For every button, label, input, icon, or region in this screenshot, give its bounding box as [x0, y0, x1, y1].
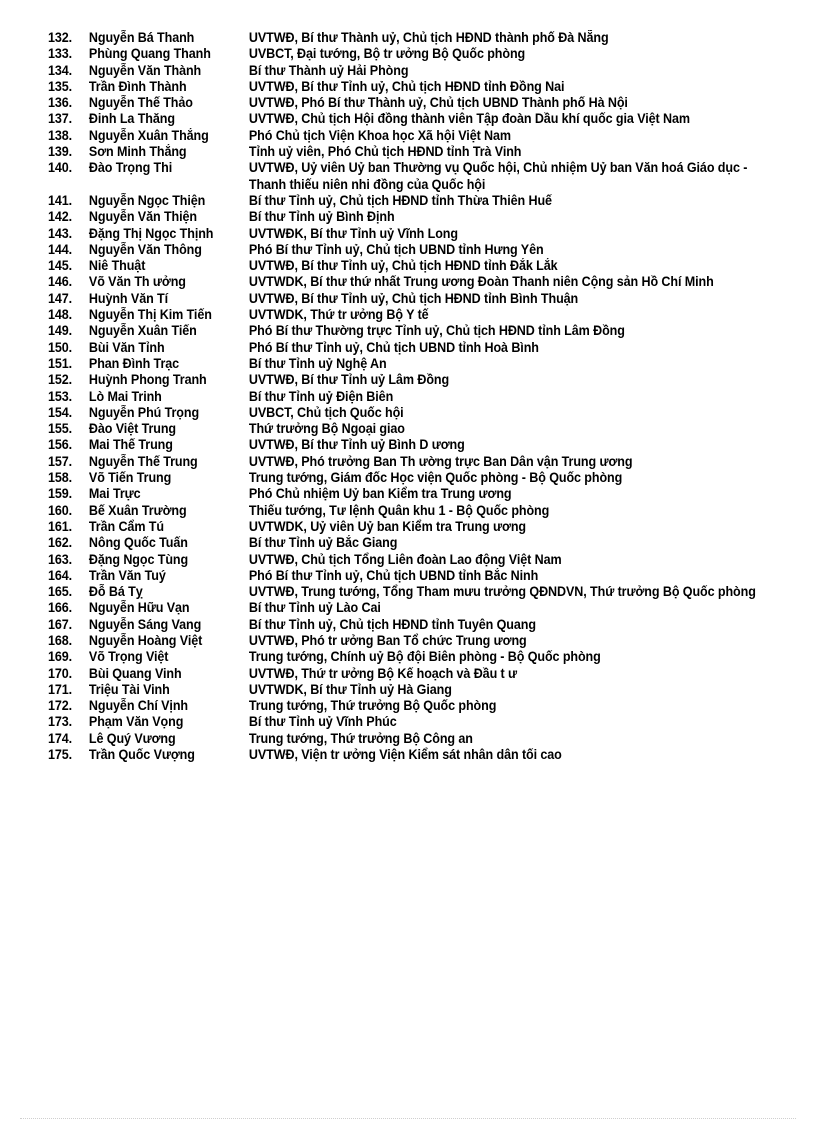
member-row — [48, 633, 787, 649]
member-number: 142. — [48, 209, 73, 225]
member-row — [48, 584, 787, 600]
member-row — [48, 356, 787, 372]
member-title: Bí thư Thành uỷ Hải Phòng — [248, 62, 409, 78]
member-title: Phó Chủ tịch Viện Khoa học Xã hội Việt Nam — [248, 127, 512, 143]
member-name: Bùi Quang Vinh — [88, 665, 182, 681]
member-number: 134. — [48, 62, 73, 78]
member-title: UVTWĐ, Phó Bí thư Thành uỷ, Chủ tịch UBND Thành phố Hà Nội — [248, 95, 628, 111]
member-number: 165. — [48, 584, 73, 600]
member-row — [48, 552, 787, 568]
member-row — [48, 307, 787, 323]
member-name: Nguyễn Xuân Tiến — [88, 323, 197, 339]
member-row — [48, 486, 787, 502]
member-row — [48, 323, 787, 339]
member-row — [48, 242, 787, 258]
member-list — [48, 30, 788, 763]
member-row — [48, 226, 787, 242]
member-title: UVTWĐ, Chủ tịch Hội đồng thành viên Tập đoàn Dầu khí quốc gia Việt Nam — [248, 111, 690, 127]
member-row — [48, 193, 787, 209]
member-name: Trần Quốc Vượng — [88, 747, 195, 763]
member-title: UVTWĐ, Phó tr ưởng Ban Tổ chức Trung ương — [248, 632, 527, 648]
member-title: Trung tướng, Thứ trưởng Bộ Quốc phòng — [248, 698, 497, 714]
member-name: Triệu Tài Vinh — [88, 681, 170, 697]
member-number: 141. — [48, 192, 73, 208]
member-title: UVTWĐK, Bí thư Tỉnh uỷ Vĩnh Long — [248, 225, 458, 241]
member-row — [48, 698, 787, 714]
member-row — [48, 421, 787, 437]
member-title: Trung tướng, Giám đốc Học viện Quốc phòng - Bộ Quốc phòng — [248, 470, 623, 486]
member-title: UVBCT, Đại tướng, Bộ tr ưởng Bộ Quốc phòng — [248, 46, 526, 62]
member-row — [48, 519, 787, 535]
member-title: UVTWDK, Uỷ viên Uỷ ban Kiểm tra Trung ương — [248, 518, 526, 534]
member-row — [48, 46, 787, 62]
member-number: 139. — [48, 144, 73, 160]
member-title: UVTWĐ, Bí thư Thành uỷ, Chủ tịch HĐND thành phố Đà Nẵng — [248, 30, 609, 45]
member-number: 159. — [48, 486, 73, 502]
member-name: Nguyễn Văn Thiện — [88, 209, 197, 225]
member-number: 144. — [48, 241, 73, 257]
member-row — [48, 731, 787, 747]
member-name: Đinh La Thăng — [88, 111, 175, 127]
member-name: Nguyễn Chí Vịnh — [88, 698, 188, 714]
member-number: 135. — [48, 78, 73, 94]
member-name: Nguyễn Bá Thanh — [88, 30, 195, 45]
member-number: 150. — [48, 339, 73, 355]
member-title: UVTWĐ, Phó trưởng Ban Th ường trực Ban Dân vận Trung ương — [248, 453, 633, 469]
member-row — [48, 160, 787, 193]
member-row — [48, 405, 787, 421]
member-row — [48, 470, 787, 486]
member-number: 151. — [48, 355, 73, 371]
member-number: 156. — [48, 437, 73, 453]
member-row — [48, 30, 787, 46]
member-name: Trần Cẩm Tú — [88, 518, 164, 534]
member-number: 171. — [48, 681, 73, 697]
member-number: 152. — [48, 372, 73, 388]
member-title: Bí thư Tỉnh uỷ Bình Định — [248, 209, 395, 225]
member-number: 153. — [48, 388, 73, 404]
member-number: 175. — [48, 747, 73, 763]
member-row — [48, 454, 787, 470]
member-number: 163. — [48, 551, 73, 567]
member-title: Phó Bí thư Tỉnh uỷ, Chủ tịch UBND tỉnh Bắc Ninh — [248, 567, 539, 583]
member-title: UVTWĐ, Bí thư Tỉnh uỷ, Chủ tịch HĐND tỉnh Đồng Nai — [248, 78, 565, 94]
member-title: Thiếu tướng, Tư lệnh Quân khu 1 - Bộ Quốc phòng — [248, 502, 550, 518]
member-number: 164. — [48, 567, 73, 583]
member-name: Nguyễn Phú Trọng — [88, 404, 200, 420]
member-name: Đặng Thị Ngọc Thịnh — [88, 225, 214, 241]
member-name: Nguyễn Hoàng Việt — [88, 632, 203, 648]
member-name: Phạm Văn Vọng — [88, 714, 184, 730]
member-name: Huỳnh Phong Tranh — [88, 372, 207, 388]
member-title: UVTWĐ, Uỷ viên Uỷ ban Thường vụ Quốc hội, Chủ nhiệm Uỷ ban Văn hoá Giáo dục - Thanh thiếu niên nhi đồng của Quốc hội — [248, 160, 748, 192]
member-name: Trần Văn Tuý — [88, 567, 166, 583]
member-title: Bí thư Tỉnh uỷ, Chủ tịch HĐND tỉnh Thừa Thiên Huế — [248, 192, 552, 208]
member-title: UVTWDK, Bí thư thứ nhất Trung ương Đoàn Thanh niên Cộng sản Hồ Chí Minh — [248, 274, 714, 290]
member-title: UVTWĐ, Bí thư Tỉnh uỷ Lâm Đồng — [248, 372, 450, 388]
member-row — [48, 63, 787, 79]
member-number: 157. — [48, 453, 73, 469]
member-number: 167. — [48, 616, 73, 632]
member-name: Đào Trọng Thi — [88, 160, 173, 176]
member-title: UVTWĐ, Bí thư Tỉnh uỷ Bình D ương — [248, 437, 465, 453]
member-number: 160. — [48, 502, 73, 518]
member-title: Tỉnh uỷ viên, Phó Chủ tịch HĐND tỉnh Trà Vinh — [248, 144, 522, 160]
member-row — [48, 682, 787, 698]
member-row — [48, 600, 787, 616]
member-row — [48, 714, 787, 730]
member-title: Trung tướng, Thứ trưởng Bộ Công an — [248, 730, 473, 746]
member-name: Huỳnh Văn Tí — [88, 290, 169, 306]
member-number: 137. — [48, 111, 73, 127]
member-number: 143. — [48, 225, 73, 241]
member-number: 149. — [48, 323, 73, 339]
member-row — [48, 258, 787, 274]
member-title: UVTWĐ, Trung tướng, Tổng Tham mưu trưởng QĐNDVN, Thứ trưởng Bộ Quốc phòng — [248, 584, 756, 600]
member-row — [48, 617, 787, 633]
member-row — [48, 144, 787, 160]
member-name: Nguyễn Văn Thành — [88, 62, 202, 78]
member-title: Phó Bí thư Tỉnh uỷ, Chủ tịch UBND tỉnh Hưng Yên — [248, 241, 544, 257]
member-name: Nguyễn Thế Trung — [88, 453, 198, 469]
member-number: 132. — [48, 30, 73, 45]
member-title: Phó Bí thư Thường trực Tỉnh uỷ, Chủ tịch HĐND tỉnh Lâm Đồng — [248, 323, 625, 339]
member-title: Bí thư Tỉnh uỷ, Chủ tịch HĐND tỉnh Tuyên Quang — [248, 616, 536, 632]
member-name: Đào Việt Trung — [88, 421, 176, 437]
member-number: 140. — [48, 160, 73, 176]
member-number: 138. — [48, 127, 73, 143]
member-name: Lê Quý Vương — [88, 730, 176, 746]
member-row — [48, 649, 787, 665]
member-name: Mai Trực — [88, 486, 141, 502]
member-name: Lò Mai Trinh — [88, 388, 162, 404]
member-name: Nguyễn Hữu Vạn — [88, 600, 190, 616]
member-title: Bí thư Tỉnh uỷ Nghệ An — [248, 355, 387, 371]
member-name: Mai Thế Trung — [88, 437, 173, 453]
member-name: Võ Trọng Việt — [88, 649, 169, 665]
member-name: Nguyễn Thị Kim Tiến — [88, 307, 212, 323]
member-name: Phùng Quang Thanh — [88, 46, 211, 62]
member-title: UVBCT, Chủ tịch Quốc hội — [248, 404, 404, 420]
member-row — [48, 389, 787, 405]
member-name: Nguyễn Văn Thông — [88, 241, 202, 257]
member-title: UVTWĐ, Thứ tr ưởng Bộ Kế hoạch và Đầu t ư — [248, 665, 518, 681]
member-name: Bùi Văn Tỉnh — [88, 339, 165, 355]
member-number: 147. — [48, 290, 73, 306]
member-number: 145. — [48, 258, 73, 274]
member-number: 169. — [48, 649, 73, 665]
member-row — [48, 747, 787, 763]
member-name: Sơn Minh Thắng — [88, 144, 187, 160]
member-name: Bế Xuân Trường — [88, 502, 187, 518]
member-row — [48, 111, 787, 127]
member-title: UVTWDK, Thứ tr ưởng Bộ Y tế — [248, 307, 429, 323]
member-name: Nguyễn Thế Thảo — [88, 95, 193, 111]
member-number: 136. — [48, 95, 73, 111]
member-title: UVTWĐ, Viện tr ưởng Viện Kiểm sát nhân dân tối cao — [248, 747, 562, 763]
member-row — [48, 340, 787, 356]
member-row — [48, 372, 787, 388]
member-title: UVTWĐ, Chủ tịch Tổng Liên đoàn Lao động Việt Nam — [248, 551, 562, 567]
member-number: 174. — [48, 730, 73, 746]
member-title: UVTWDK, Bí thư Tỉnh uỷ Hà Giang — [248, 681, 452, 697]
member-title: Bí thư Tỉnh uỷ Bắc Giang — [248, 535, 398, 551]
member-number: 146. — [48, 274, 73, 290]
member-number: 133. — [48, 46, 73, 62]
member-row — [48, 568, 787, 584]
member-row — [48, 535, 787, 551]
member-title: Phó Chủ nhiệm Uỷ ban Kiểm tra Trung ương — [248, 486, 512, 502]
member-number: 170. — [48, 665, 73, 681]
member-title: Phó Bí thư Tỉnh uỷ, Chủ tịch UBND tỉnh Hoà Bình — [248, 339, 539, 355]
member-title: Bí thư Tỉnh uỷ Lào Cai — [248, 600, 381, 616]
member-name: Võ Văn Th ưởng — [88, 274, 186, 290]
member-row — [48, 95, 787, 111]
member-name: Nguyễn Ngọc Thiện — [88, 192, 206, 208]
member-title: Trung tướng, Chính uỷ Bộ đội Biên phòng - Bộ Quốc phòng — [248, 649, 601, 665]
member-number: 173. — [48, 714, 73, 730]
member-number: 154. — [48, 404, 73, 420]
member-title: Bí thư Tỉnh uỷ Vĩnh Phúc — [248, 714, 397, 730]
member-name: Nguyễn Sáng Vang — [88, 616, 202, 632]
member-name: Đỗ Bá Tỵ — [88, 584, 143, 600]
member-row — [48, 291, 787, 307]
member-number: 148. — [48, 307, 73, 323]
member-row — [48, 128, 787, 144]
member-name: Nông Quốc Tuấn — [88, 535, 188, 551]
member-title: Bí thư Tỉnh uỷ Điện Biên — [248, 388, 394, 404]
member-row — [48, 209, 787, 225]
member-name: Võ Tiến Trung — [88, 470, 172, 486]
member-title: UVTWĐ, Bí thư Tỉnh uỷ, Chủ tịch HĐND tỉnh Bình Thuận — [248, 290, 579, 306]
member-row — [48, 79, 787, 95]
page-bottom-rule — [20, 1118, 796, 1119]
member-number: 168. — [48, 632, 73, 648]
member-row — [48, 437, 787, 453]
member-number: 161. — [48, 518, 73, 534]
member-row — [48, 503, 787, 519]
member-number: 172. — [48, 698, 73, 714]
member-row — [48, 666, 787, 682]
member-name: Đặng Ngọc Tùng — [88, 551, 189, 567]
member-name: Trần Đình Thành — [88, 78, 187, 94]
member-number: 158. — [48, 470, 73, 486]
member-name: Nguyễn Xuân Thắng — [88, 127, 209, 143]
member-number: 162. — [48, 535, 73, 551]
member-name: Niê Thuật — [88, 258, 146, 274]
member-title: UVTWĐ, Bí thư Tỉnh uỷ, Chủ tịch HĐND tỉnh Đắk Lắk — [248, 258, 558, 274]
member-row — [48, 274, 787, 290]
member-title: Thứ trưởng Bộ Ngoại giao — [248, 421, 405, 437]
member-number: 155. — [48, 421, 73, 437]
member-name: Phan Đình Trạc — [88, 355, 180, 371]
member-number: 166. — [48, 600, 73, 616]
